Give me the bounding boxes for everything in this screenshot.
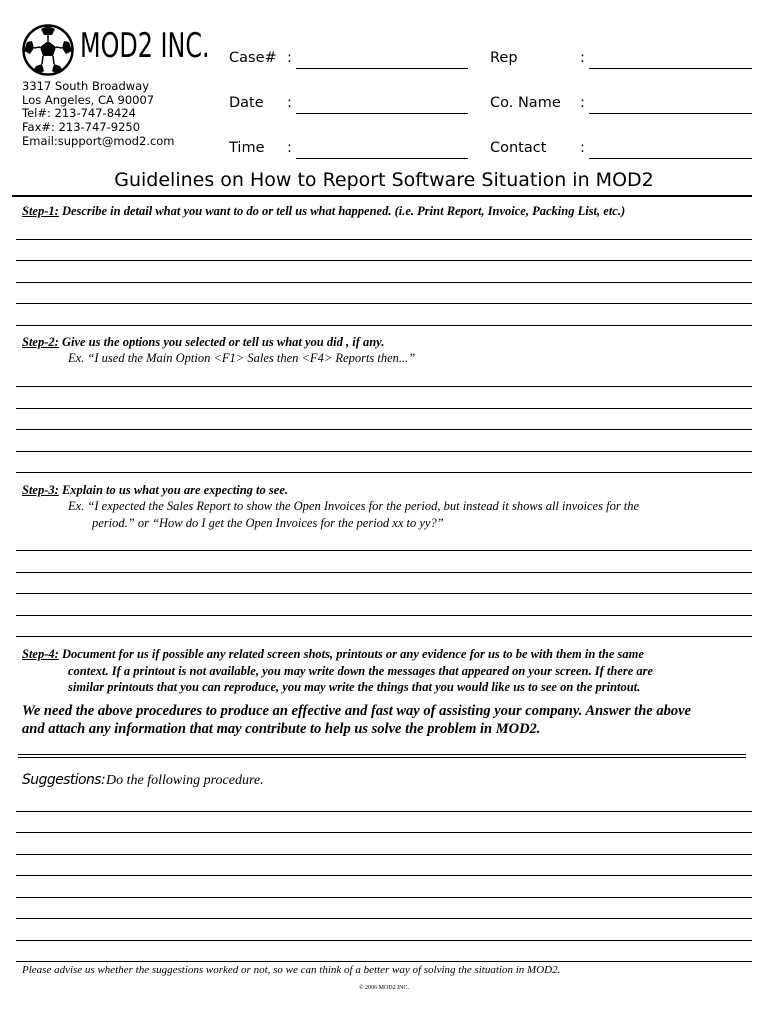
step-3-write-line[interactable] [16, 550, 752, 551]
suggestions-write-line[interactable] [16, 811, 752, 812]
step-3-example-line-1: Ex. “I expected the Sales Report to show the Open Invoices for the period, but instead it shows all invoices for the [68, 499, 640, 513]
step-4-text-line-3: similar printouts that you can reproduce, you may write the things that you would like us to see on the printout. [68, 680, 641, 694]
step-2-write-line[interactable] [16, 472, 752, 473]
suggestions-text: Do the following procedure. [106, 773, 264, 788]
step-1-write-line[interactable] [16, 325, 752, 326]
double-divider-top [18, 754, 746, 755]
suggestions-write-line[interactable] [16, 940, 752, 941]
date-field[interactable] [296, 113, 468, 114]
suggestions-label: Suggestions: [22, 772, 106, 788]
co-name-field[interactable] [589, 113, 752, 114]
contact-colon: : [580, 140, 585, 156]
step-4-text-line-1: Document for us if possible any related screen shots, printouts or any evidence for us to be with them in the same [58, 647, 644, 661]
step-4 [22, 646, 644, 663]
title-divider [12, 195, 752, 197]
suggestions-write-line[interactable] [16, 875, 752, 876]
time-field[interactable] [296, 158, 468, 159]
rep-field[interactable] [589, 68, 752, 69]
step-2-label: Step-2: [22, 335, 59, 349]
step-3-example-line-2: period.” or “How do I get the Open Invoices for the period xx to yy?” [92, 516, 444, 530]
date-colon: : [287, 95, 292, 111]
email-address: Email:support@mod2.com [22, 134, 175, 148]
time-colon: : [287, 140, 292, 156]
suggestions-write-line[interactable] [16, 961, 752, 962]
page-title: Guidelines on How to Report Software Situation in MOD2 [114, 169, 654, 191]
fax-number: Fax#: 213-747-9250 [22, 120, 141, 134]
rep-label: Rep [490, 50, 518, 66]
co-name-label: Co. Name [490, 95, 561, 111]
company-name: MOD2 INC. [80, 26, 210, 66]
step-2-write-line[interactable] [16, 451, 752, 452]
step-3-write-line[interactable] [16, 572, 752, 573]
case-label: Case# [229, 50, 277, 66]
contact-field[interactable] [589, 158, 752, 159]
suggestions-write-line[interactable] [16, 918, 752, 919]
step-4-label: Step-4: [22, 647, 59, 661]
step-3 [22, 482, 288, 499]
time-label: Time [229, 140, 265, 156]
step-3-write-line[interactable] [16, 593, 752, 594]
double-divider-bottom [18, 757, 746, 758]
closing-line-1: We need the above procedures to produce an effective and fast way of assisting your company. Answer the above [22, 703, 691, 719]
step-1-write-line[interactable] [16, 282, 752, 283]
closing-line-2: and attach any information that may contribute to help us solve the problem in MOD2. [22, 721, 541, 737]
case-field[interactable] [296, 68, 468, 69]
footer-advise-note: Please advise us whether the suggestions worked or not, so we can think of a better way of solving the situation in MOD2. [22, 964, 561, 976]
rep-colon: : [580, 50, 585, 66]
step-3-write-line[interactable] [16, 615, 752, 616]
step-1-text: Describe in detail what you want to do or tell us what happened. (i.e. Print Report, Invoice, Packing List, etc.) [58, 204, 626, 218]
step-1-write-line[interactable] [16, 239, 752, 240]
co-name-colon: : [580, 95, 585, 111]
step-2-write-line[interactable] [16, 429, 752, 430]
suggestions-write-line[interactable] [16, 832, 752, 833]
step-2-write-line[interactable] [16, 408, 752, 409]
step-2-write-line[interactable] [16, 386, 752, 387]
suggestions-write-line[interactable] [16, 897, 752, 898]
tel-number: Tel#: 213-747-8424 [22, 106, 136, 120]
copyright-notice: © 2006 MOD2 INC. [359, 985, 409, 991]
step-1-write-line[interactable] [16, 260, 752, 261]
address-line-2: Los Angeles, CA 90007 [22, 93, 155, 107]
soccer-ball-logo-icon [22, 24, 74, 76]
step-1-write-line[interactable] [16, 303, 752, 304]
address-line-1: 3317 South Broadway [22, 79, 150, 93]
step-3-text: Explain to us what you are expecting to see. [58, 483, 288, 497]
step-2-text: Give us the options you selected or tell us what you did , if any. [58, 335, 385, 349]
case-colon: : [287, 50, 292, 66]
step-2 [22, 334, 384, 351]
suggestions-write-line[interactable] [16, 854, 752, 855]
step-4-text-line-2: context. If a printout is not available, you may write down the messages that appeared on your screen. If there are [68, 664, 654, 678]
date-label: Date [229, 95, 264, 111]
step-1-label: Step-1: [22, 204, 59, 218]
step-3-write-line[interactable] [16, 636, 752, 637]
step-2-example: Ex. “I used the Main Option <F1> Sales then <F4> Reports then...” [68, 351, 416, 365]
step-1 [22, 203, 625, 220]
contact-label: Contact [490, 140, 547, 156]
step-3-label: Step-3: [22, 483, 59, 497]
